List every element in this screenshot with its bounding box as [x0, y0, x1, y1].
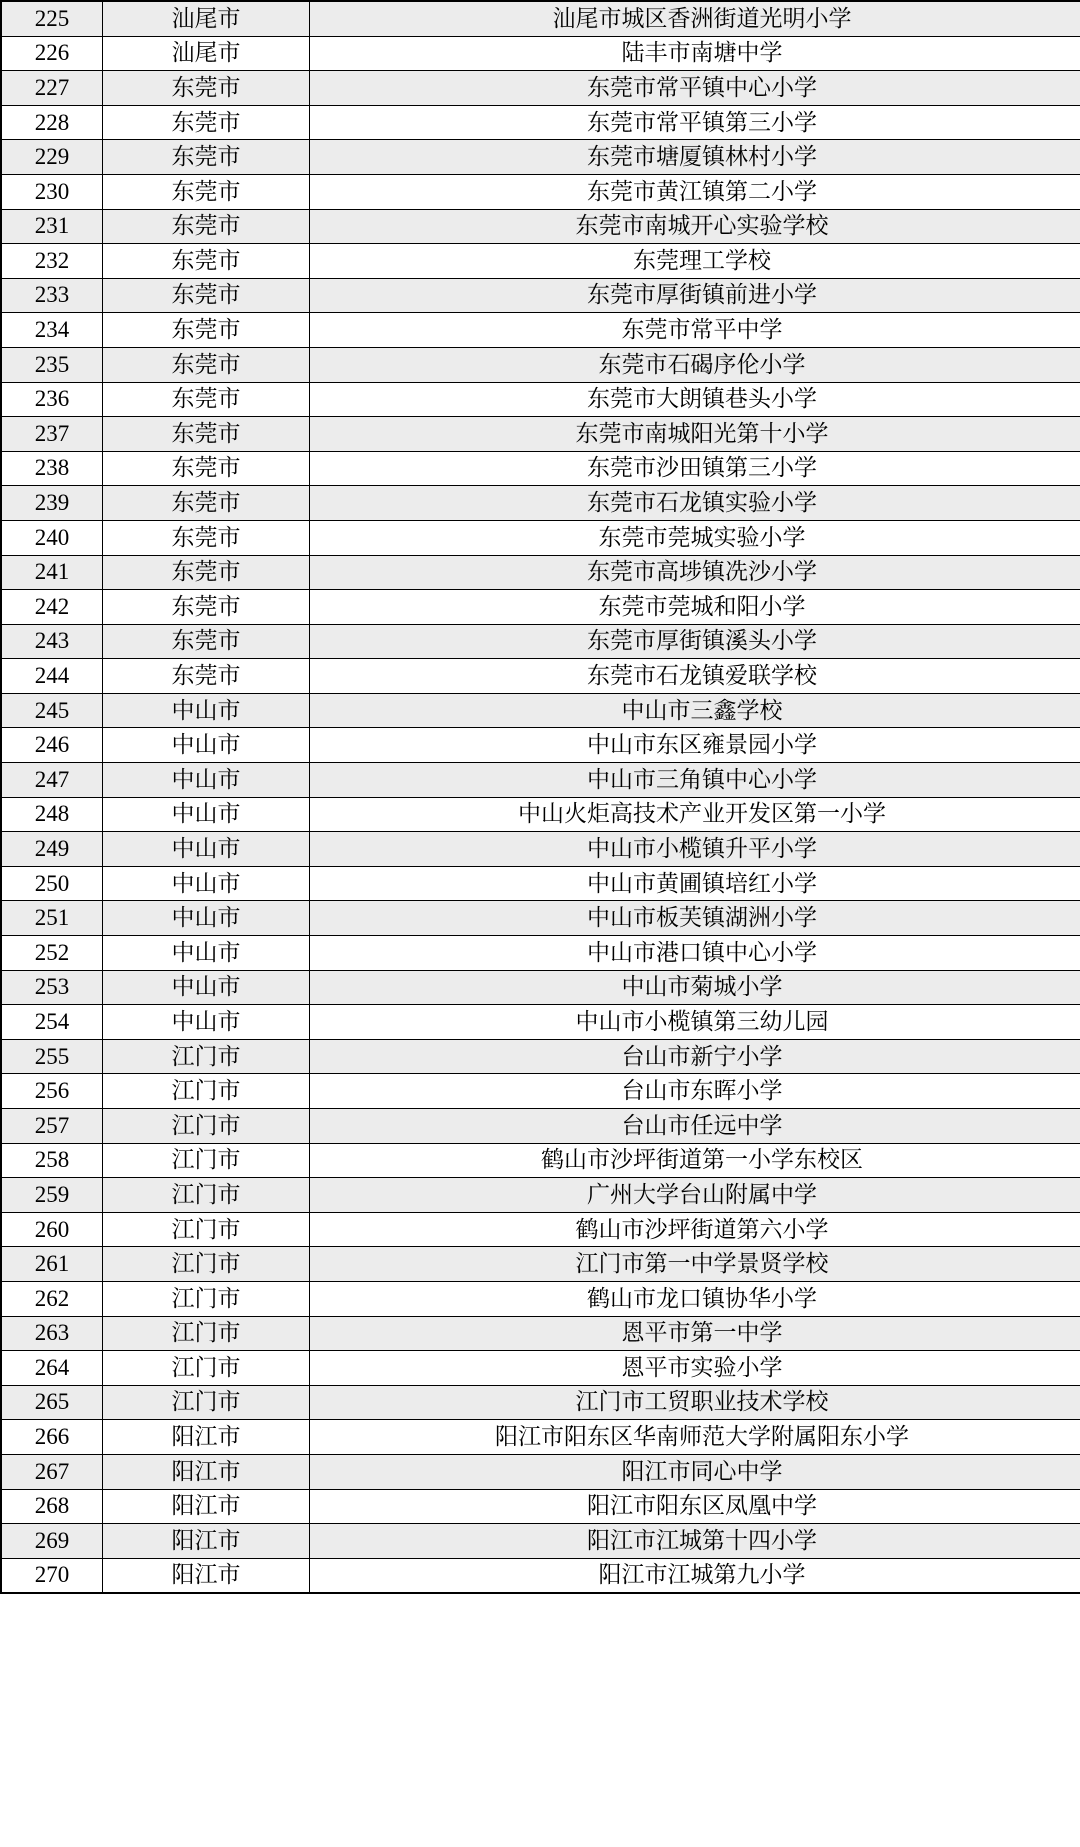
- row-city-cell: 东莞市: [103, 417, 310, 452]
- table-row: [1, 1178, 1080, 1213]
- row-city-cell: 东莞市: [103, 278, 310, 313]
- row-school-name-cell: 东莞理工学校: [310, 244, 1080, 279]
- table-row: [1, 555, 1080, 590]
- row-school-name-cell: 东莞市黄江镇第二小学: [310, 174, 1080, 209]
- row-school-name-cell: 东莞市常平镇中心小学: [310, 71, 1080, 106]
- row-index-cell: 238: [1, 451, 103, 486]
- table-row: [1, 1524, 1080, 1559]
- row-index-cell: 234: [1, 313, 103, 348]
- row-school-name-cell: 东莞市南城阳光第十小学: [310, 417, 1080, 452]
- table-row: [1, 1039, 1080, 1074]
- row-index-cell: 237: [1, 417, 103, 452]
- table-row: [1, 1489, 1080, 1524]
- row-school-name-cell: 东莞市常平中学: [310, 313, 1080, 348]
- row-school-name-cell: 汕尾市城区香洲街道光明小学: [310, 1, 1080, 36]
- row-index-cell: 243: [1, 624, 103, 659]
- row-city-cell: 东莞市: [103, 624, 310, 659]
- row-index-cell: 266: [1, 1420, 103, 1455]
- row-city-cell: 东莞市: [103, 209, 310, 244]
- row-school-name-cell: 中山市三角镇中心小学: [310, 763, 1080, 798]
- row-city-cell: 中山市: [103, 970, 310, 1005]
- row-index-cell: 256: [1, 1074, 103, 1109]
- table-row: [1, 866, 1080, 901]
- row-city-cell: 江门市: [103, 1351, 310, 1386]
- table-row: [1, 417, 1080, 452]
- row-school-name-cell: 中山火炬高技术产业开发区第一小学: [310, 797, 1080, 832]
- table-row: [1, 659, 1080, 694]
- row-index-cell: 226: [1, 36, 103, 71]
- row-school-name-cell: 东莞市高埗镇冼沙小学: [310, 555, 1080, 590]
- table-row: [1, 936, 1080, 971]
- row-city-cell: 东莞市: [103, 313, 310, 348]
- row-school-name-cell: 东莞市石龙镇实验小学: [310, 486, 1080, 521]
- row-index-cell: 230: [1, 174, 103, 209]
- row-city-cell: 东莞市: [103, 590, 310, 625]
- row-school-name-cell: 阳江市同心中学: [310, 1454, 1080, 1489]
- table-row: [1, 71, 1080, 106]
- table-row: [1, 36, 1080, 71]
- table-row: [1, 1143, 1080, 1178]
- table-row: [1, 624, 1080, 659]
- row-city-cell: 江门市: [103, 1143, 310, 1178]
- row-index-cell: 267: [1, 1454, 103, 1489]
- row-school-name-cell: 台山市新宁小学: [310, 1039, 1080, 1074]
- row-index-cell: 229: [1, 140, 103, 175]
- row-city-cell: 中山市: [103, 901, 310, 936]
- row-school-name-cell: 鹤山市沙坪街道第一小学东校区: [310, 1143, 1080, 1178]
- row-city-cell: 阳江市: [103, 1524, 310, 1559]
- table-row: [1, 797, 1080, 832]
- row-school-name-cell: 东莞市石龙镇爱联学校: [310, 659, 1080, 694]
- row-index-cell: 225: [1, 1, 103, 36]
- row-index-cell: 227: [1, 71, 103, 106]
- row-school-name-cell: 东莞市塘厦镇林村小学: [310, 140, 1080, 175]
- row-school-name-cell: 阳江市江城第十四小学: [310, 1524, 1080, 1559]
- table-row: [1, 347, 1080, 382]
- table-row: [1, 313, 1080, 348]
- row-city-cell: 江门市: [103, 1281, 310, 1316]
- row-school-name-cell: 江门市工贸职业技术学校: [310, 1385, 1080, 1420]
- row-school-name-cell: 东莞市大朗镇巷头小学: [310, 382, 1080, 417]
- row-index-cell: 254: [1, 1005, 103, 1040]
- row-city-cell: 汕尾市: [103, 1, 310, 36]
- table-row: [1, 1558, 1080, 1593]
- row-index-cell: 255: [1, 1039, 103, 1074]
- row-city-cell: 阳江市: [103, 1454, 310, 1489]
- row-city-cell: 阳江市: [103, 1420, 310, 1455]
- table-row: [1, 1074, 1080, 1109]
- row-school-name-cell: 中山市小榄镇升平小学: [310, 832, 1080, 867]
- row-city-cell: 东莞市: [103, 555, 310, 590]
- row-index-cell: 252: [1, 936, 103, 971]
- table-row: [1, 244, 1080, 279]
- table-row: [1, 763, 1080, 798]
- row-school-name-cell: 东莞市常平镇第三小学: [310, 105, 1080, 140]
- table-row: [1, 382, 1080, 417]
- row-school-name-cell: 中山市黄圃镇培红小学: [310, 866, 1080, 901]
- row-index-cell: 262: [1, 1281, 103, 1316]
- row-city-cell: 东莞市: [103, 382, 310, 417]
- row-school-name-cell: 中山市三鑫学校: [310, 693, 1080, 728]
- table-row: [1, 1109, 1080, 1144]
- row-city-cell: 中山市: [103, 728, 310, 763]
- row-school-name-cell: 陆丰市南塘中学: [310, 36, 1080, 71]
- table-row: [1, 486, 1080, 521]
- row-index-cell: 241: [1, 555, 103, 590]
- row-school-name-cell: 广州大学台山附属中学: [310, 1178, 1080, 1213]
- row-index-cell: 268: [1, 1489, 103, 1524]
- row-school-name-cell: 中山市菊城小学: [310, 970, 1080, 1005]
- table-row: [1, 1005, 1080, 1040]
- row-index-cell: 231: [1, 209, 103, 244]
- row-school-name-cell: 鹤山市沙坪街道第六小学: [310, 1212, 1080, 1247]
- row-city-cell: 中山市: [103, 936, 310, 971]
- table-row: [1, 105, 1080, 140]
- table-row: [1, 140, 1080, 175]
- table-body: [1, 1, 1080, 1593]
- table-row: [1, 520, 1080, 555]
- row-school-name-cell: 东莞市莞城实验小学: [310, 520, 1080, 555]
- row-school-name-cell: 中山市东区雍景园小学: [310, 728, 1080, 763]
- row-school-name-cell: 东莞市沙田镇第三小学: [310, 451, 1080, 486]
- row-school-name-cell: 台山市东晖小学: [310, 1074, 1080, 1109]
- row-index-cell: 261: [1, 1247, 103, 1282]
- row-school-name-cell: 东莞市厚街镇前进小学: [310, 278, 1080, 313]
- row-city-cell: 东莞市: [103, 659, 310, 694]
- row-index-cell: 239: [1, 486, 103, 521]
- row-index-cell: 270: [1, 1558, 103, 1593]
- row-index-cell: 240: [1, 520, 103, 555]
- row-index-cell: 264: [1, 1351, 103, 1386]
- table-row: [1, 174, 1080, 209]
- row-city-cell: 江门市: [103, 1385, 310, 1420]
- row-city-cell: 江门市: [103, 1316, 310, 1351]
- table-row: [1, 1, 1080, 36]
- table-row: [1, 970, 1080, 1005]
- row-city-cell: 阳江市: [103, 1489, 310, 1524]
- row-index-cell: 245: [1, 693, 103, 728]
- row-city-cell: 江门市: [103, 1247, 310, 1282]
- table-row: [1, 278, 1080, 313]
- row-index-cell: 233: [1, 278, 103, 313]
- row-school-name-cell: 中山市小榄镇第三幼儿园: [310, 1005, 1080, 1040]
- row-city-cell: 江门市: [103, 1178, 310, 1213]
- row-city-cell: 江门市: [103, 1039, 310, 1074]
- row-school-name-cell: 江门市第一中学景贤学校: [310, 1247, 1080, 1282]
- row-index-cell: 269: [1, 1524, 103, 1559]
- row-city-cell: 中山市: [103, 763, 310, 798]
- row-school-name-cell: 台山市任远中学: [310, 1109, 1080, 1144]
- row-city-cell: 江门市: [103, 1212, 310, 1247]
- row-index-cell: 263: [1, 1316, 103, 1351]
- row-index-cell: 265: [1, 1385, 103, 1420]
- table-row: [1, 451, 1080, 486]
- row-city-cell: 中山市: [103, 693, 310, 728]
- row-index-cell: 246: [1, 728, 103, 763]
- row-school-name-cell: 东莞市石碣序伦小学: [310, 347, 1080, 382]
- row-city-cell: 东莞市: [103, 105, 310, 140]
- row-index-cell: 247: [1, 763, 103, 798]
- table-row: [1, 693, 1080, 728]
- table-row: [1, 1212, 1080, 1247]
- table-row: [1, 1351, 1080, 1386]
- row-index-cell: 259: [1, 1178, 103, 1213]
- row-city-cell: 东莞市: [103, 244, 310, 279]
- table-row: [1, 209, 1080, 244]
- row-city-cell: 江门市: [103, 1109, 310, 1144]
- row-school-name-cell: 鹤山市龙口镇协华小学: [310, 1281, 1080, 1316]
- row-school-name-cell: 阳江市阳东区华南师范大学附属阳东小学: [310, 1420, 1080, 1455]
- row-school-name-cell: 阳江市阳东区凤凰中学: [310, 1489, 1080, 1524]
- row-city-cell: 东莞市: [103, 451, 310, 486]
- row-city-cell: 中山市: [103, 1005, 310, 1040]
- row-school-name-cell: 恩平市第一中学: [310, 1316, 1080, 1351]
- table-row: [1, 1420, 1080, 1455]
- table-row: [1, 1385, 1080, 1420]
- row-index-cell: 242: [1, 590, 103, 625]
- row-school-name-cell: 东莞市南城开心实验学校: [310, 209, 1080, 244]
- row-index-cell: 260: [1, 1212, 103, 1247]
- row-city-cell: 东莞市: [103, 71, 310, 106]
- row-school-name-cell: 中山市港口镇中心小学: [310, 936, 1080, 971]
- row-city-cell: 中山市: [103, 832, 310, 867]
- row-index-cell: 258: [1, 1143, 103, 1178]
- row-school-name-cell: 恩平市实验小学: [310, 1351, 1080, 1386]
- row-index-cell: 253: [1, 970, 103, 1005]
- table-row: [1, 901, 1080, 936]
- row-index-cell: 235: [1, 347, 103, 382]
- row-school-name-cell: 中山市板芙镇湖洲小学: [310, 901, 1080, 936]
- row-index-cell: 249: [1, 832, 103, 867]
- table-row: [1, 590, 1080, 625]
- row-index-cell: 248: [1, 797, 103, 832]
- row-index-cell: 228: [1, 105, 103, 140]
- row-city-cell: 东莞市: [103, 520, 310, 555]
- row-city-cell: 中山市: [103, 797, 310, 832]
- row-city-cell: 东莞市: [103, 140, 310, 175]
- row-city-cell: 阳江市: [103, 1558, 310, 1593]
- row-school-name-cell: 阳江市江城第九小学: [310, 1558, 1080, 1593]
- row-city-cell: 汕尾市: [103, 36, 310, 71]
- row-index-cell: 251: [1, 901, 103, 936]
- table-row: [1, 728, 1080, 763]
- table-row: [1, 1454, 1080, 1489]
- row-school-name-cell: 东莞市厚街镇溪头小学: [310, 624, 1080, 659]
- table-row: [1, 1281, 1080, 1316]
- row-city-cell: 中山市: [103, 866, 310, 901]
- table-row: [1, 1247, 1080, 1282]
- row-index-cell: 244: [1, 659, 103, 694]
- row-index-cell: 232: [1, 244, 103, 279]
- row-city-cell: 东莞市: [103, 486, 310, 521]
- row-index-cell: 250: [1, 866, 103, 901]
- table-row: [1, 832, 1080, 867]
- row-index-cell: 236: [1, 382, 103, 417]
- row-city-cell: 东莞市: [103, 347, 310, 382]
- row-school-name-cell: 东莞市莞城和阳小学: [310, 590, 1080, 625]
- row-city-cell: 江门市: [103, 1074, 310, 1109]
- table-row: [1, 1316, 1080, 1351]
- row-city-cell: 东莞市: [103, 174, 310, 209]
- row-index-cell: 257: [1, 1109, 103, 1144]
